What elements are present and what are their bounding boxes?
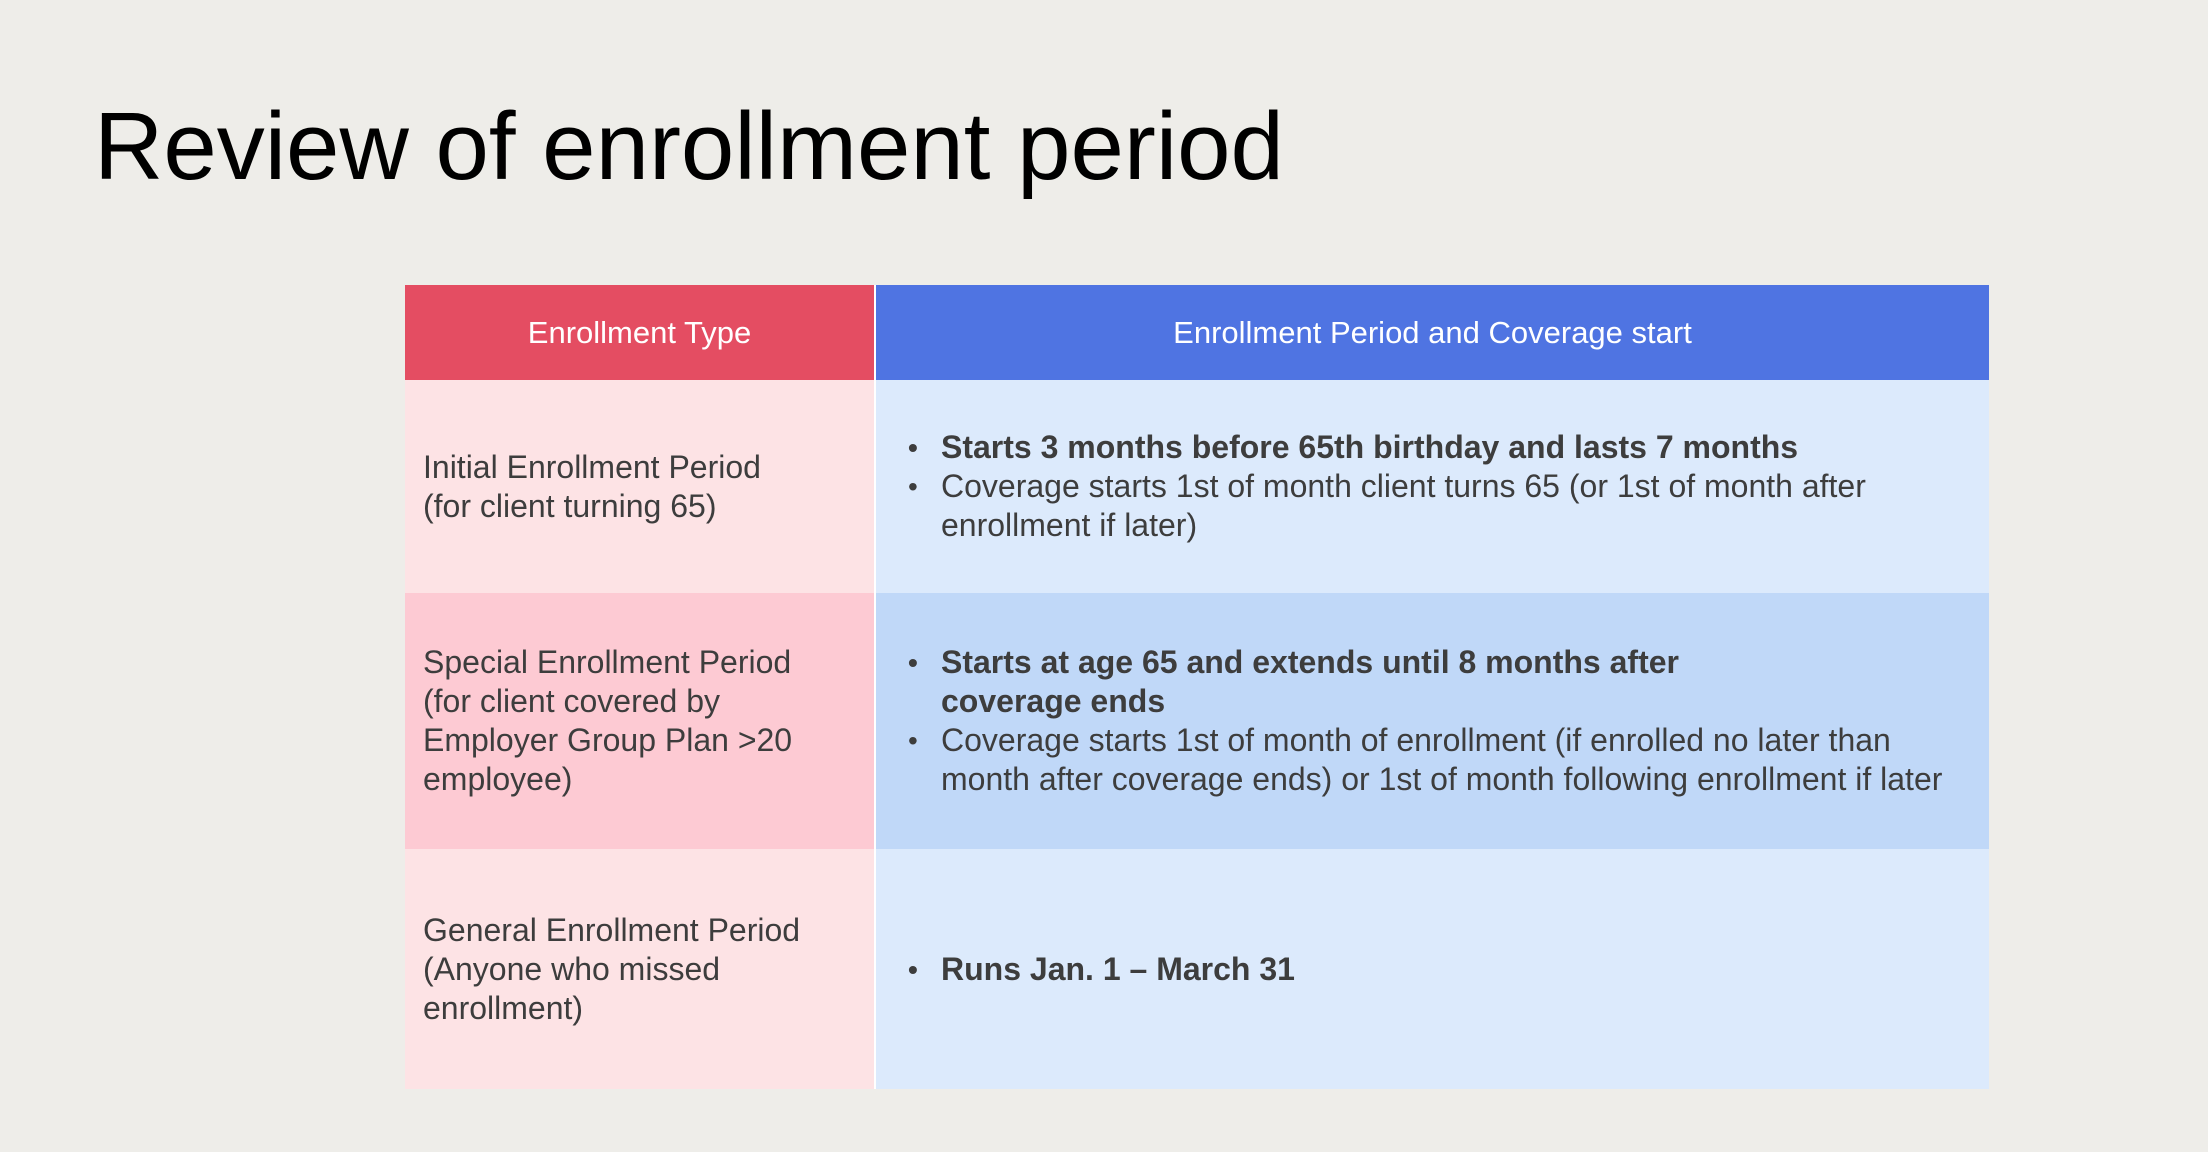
enrollment-period-cell (875, 849, 1989, 1089)
enrollment-period-cell (875, 380, 1989, 593)
table-row (405, 593, 1989, 849)
enrollment-type-name: Initial Enrollment Period (423, 448, 761, 485)
enrollment-type-note: (Anyone who missed (423, 950, 721, 987)
bullet-item: • Coverage starts 1st of month of enrollment (if enrolled no later than month after coverage ends) or 1st of month following enrollment if later (908, 721, 1959, 799)
header-enrollment-period: Enrollment Period and Coverage start (875, 285, 1989, 380)
header-enrollment-type: Enrollment Type (405, 285, 875, 380)
enrollment-type-cell (405, 593, 875, 849)
enrollment-type-note: enrollment) (423, 989, 584, 1026)
bullet-list (908, 950, 1959, 989)
bullet-item: • Runs Jan. 1 – March 31 (908, 950, 1959, 989)
table-row (405, 849, 1989, 1089)
enrollment-type-name: Special Enrollment Period (423, 644, 792, 680)
enrollment-type-cell (405, 849, 875, 1089)
slide-title: Review of enrollment period (94, 93, 1284, 200)
bullet-list (908, 428, 1959, 545)
bullet-item: • Starts at age 65 and extends until 8 months after coverage ends (908, 643, 1721, 721)
enrollment-table (405, 285, 1989, 1089)
enrollment-type-note: employee) (423, 761, 573, 797)
table-row (405, 380, 1989, 593)
enrollment-type-note: (for client turning 65) (423, 487, 717, 524)
enrollment-type-note: Employer Group Plan >20 (423, 722, 793, 758)
enrollment-type-note: (for client covered by (423, 683, 721, 719)
bullet-item: • Coverage starts 1st of month client turns 65 (or 1st of month after enrollment if later) (908, 467, 1959, 545)
bullet-item: • Starts 3 months before 65th birthday and lasts 7 months (908, 428, 1959, 467)
enrollment-period-cell (875, 593, 1989, 849)
enrollment-type-name: General Enrollment Period (423, 911, 801, 948)
table-header-row (405, 285, 1989, 380)
bullet-list (908, 643, 1959, 799)
enrollment-type-cell (405, 380, 875, 593)
